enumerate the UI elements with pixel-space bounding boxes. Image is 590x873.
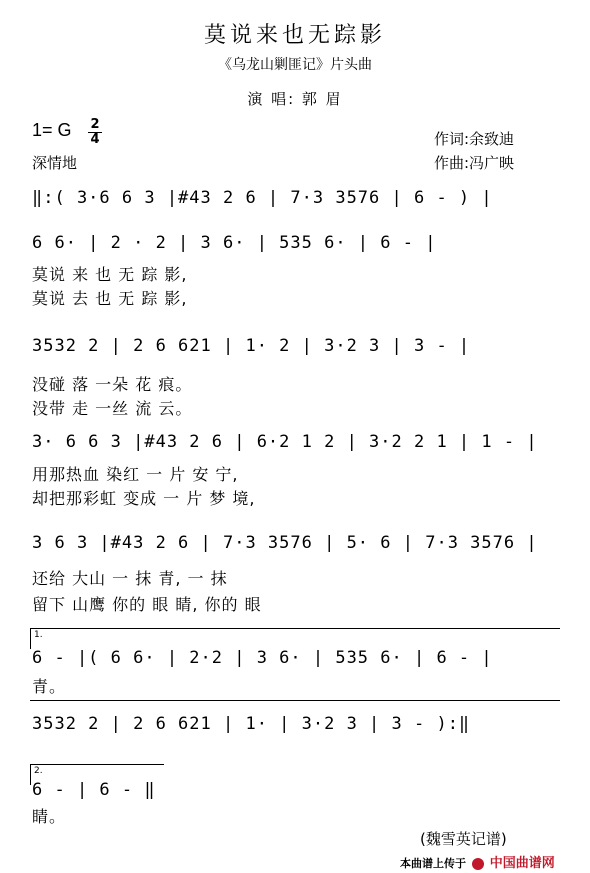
score-line-4-lyric-1: 用那热血 染红 一 片 安 宁, <box>32 465 239 484</box>
score-line-8-lyric-1: 睛。 <box>32 807 67 826</box>
score-line-5-lyric-2: 留下 山鹰 你的 眼 睛, 你的 眼 <box>32 595 262 614</box>
tempo-marking: 深情地 <box>32 154 78 172</box>
score-line-2-lyric-1: 莫说 来 也 无 踪 影, <box>32 265 188 284</box>
key-signature: 1= G <box>32 120 72 140</box>
volta-1-bracket <box>30 628 560 629</box>
staff-divider <box>30 700 560 701</box>
volta-2-bracket <box>30 764 164 765</box>
lyricist-credit: 作词:余致迪 <box>434 130 515 148</box>
site-name[interactable]: 中国曲谱网 <box>489 856 555 871</box>
score-line-7-notes: 3532 2 | 2 6 621 | 1· | 3·2 3 | 3 - ):‖ <box>32 714 471 734</box>
song-title: 莫说来也无踪影 <box>203 23 386 48</box>
composer-credit: 作曲:冯广映 <box>434 154 515 172</box>
singer-line: 演 唱: 郭 眉 <box>247 90 343 108</box>
score-line-5-notes: 3 6 3 |#43 2 6 | 7·3 3576 | 5· 6 | 7·3 3576 | <box>32 533 538 553</box>
score-line-8-notes: 6 - | 6 - ‖ <box>32 780 156 800</box>
score-line-6-notes: 6 - |( 6 6· | 2·2 | 3 6· | 535 6· | 6 - | <box>32 648 493 668</box>
score-line-3-notes: 3532 2 | 2 6 621 | 1· 2 | 3·2 3 | 3 - | <box>32 336 471 356</box>
score-line-2-notes: 6 6· | 2 · 2 | 3 6· | 535 6· | 6 - | <box>32 233 437 253</box>
score-line-1-notes: ‖:( 3·6 6 3 |#43 2 6 | 7·3 3576 | 6 - ) | <box>32 188 493 208</box>
transcriber-credit: (魏雪英记谱) <box>420 830 507 848</box>
score-line-3-lyric-1: 没碰 落 一朵 花 痕。 <box>32 375 193 394</box>
volta-2-label: 2. <box>34 766 43 776</box>
score-line-4-notes: 3· 6 6 3 |#43 2 6 | 6·2 1 2 | 3·2 2 1 | 1 - | <box>32 432 538 452</box>
time-signature <box>88 118 102 147</box>
score-line-4-lyric-2: 却把那彩虹 变成 一 片 梦 境, <box>32 489 256 508</box>
song-subtitle: 《乌龙山剿匪记》片头曲 <box>218 57 372 73</box>
site-footer[interactable] <box>400 852 555 871</box>
volta-1-label: 1. <box>34 630 43 640</box>
score-line-2-lyric-2: 莫说 去 也 无 踪 影, <box>32 289 188 308</box>
score-line-3-lyric-2: 没带 走 一丝 流 云。 <box>32 399 193 418</box>
time-signature-bottom: 4 <box>88 132 102 147</box>
time-signature-top: 2 <box>90 117 100 132</box>
score-line-5-lyric-1: 还给 大山 一 抹 青, 一 抹 <box>32 569 228 588</box>
upload-text: 本曲谱上传于 <box>400 857 466 870</box>
score-line-6-lyric-1: 青。 <box>32 677 67 696</box>
site-logo-icon <box>472 858 484 870</box>
volta-1-left-edge <box>30 628 32 649</box>
